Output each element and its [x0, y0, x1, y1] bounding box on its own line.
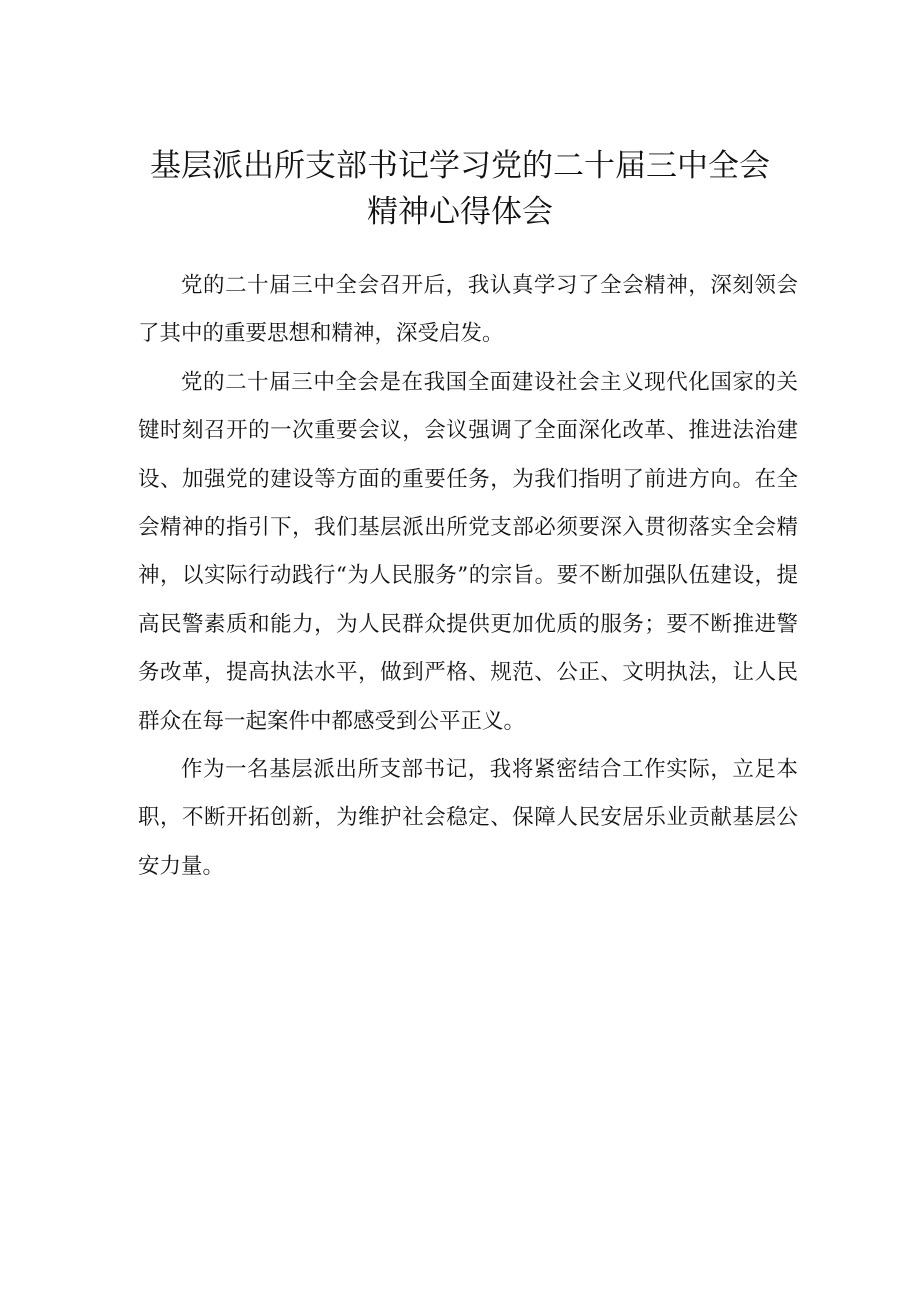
paragraph-2: 党的二十届三中全会是在我国全面建设社会主义现代化国家的关键时刻召开的一次重要会议，会议强调了全面深化改革、推进法治建设、加强党的建设等方面的重要任务，为我们指明了前进方向。在全会精神的指引下，我们基层派出所党支部必须要深入贯彻落实全会精神，以实际行动践行“为人民服务”的宗旨。要不断加强队伍建设，提高民警素质和能力，为人民群众提供更加优质的服务；要不断推进警务改革，提高执法水平，做到严格、规范、公正、文明执法，让人民群众在每一起案件中都感受到公平正义。: [138, 369, 798, 734]
document-body: [138, 262, 798, 891]
title-line-2: 精神心得体会: [367, 194, 553, 230]
paragraph-1: 党的二十届三中全会召开后，我认真学习了全会精神，深刻领会了其中的重要思想和精神，深受启发。: [138, 273, 798, 347]
document-title: [100, 143, 820, 235]
paragraph-3: 作为一名基层派出所支部书记，我将紧密结合工作实际，立足本职，不断开拓创新，为维护社会稳定、保障人民安居乐业贡献基层公安力量。: [138, 757, 798, 879]
title-line-1: 基层派出所支部书记学习党的二十届三中全会: [150, 148, 770, 184]
